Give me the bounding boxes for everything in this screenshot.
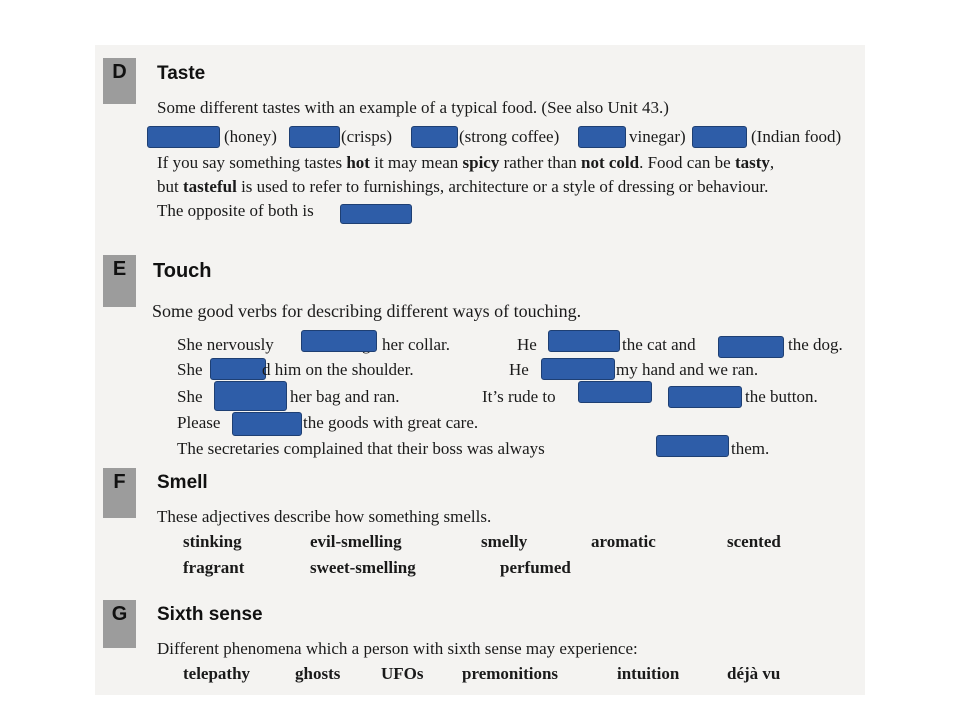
section-e-title: Touch <box>153 260 212 282</box>
answer-mask <box>340 204 412 224</box>
taste-example: vinegar) <box>629 127 686 146</box>
answer-mask <box>289 126 340 148</box>
smell-word: fragrant <box>183 558 245 577</box>
section-d-title: Taste <box>157 63 206 84</box>
touch-sentence-4: the goods with great care. <box>303 413 479 432</box>
section-d-opposite-sentence: The opposite of both is <box>157 201 314 220</box>
answer-mask <box>541 358 615 380</box>
answer-mask <box>578 381 652 403</box>
section-d-tab: D <box>103 58 136 104</box>
section-f-tab: F <box>103 468 136 518</box>
answer-mask <box>232 412 302 436</box>
section-d-intro: Some different tastes with an example of a typical food. (See also Unit 43.) <box>157 98 669 117</box>
touch-sentence-2: He <box>509 360 529 379</box>
section-f-title: Smell <box>157 472 208 493</box>
smell-word: scented <box>727 532 781 551</box>
touch-sentence-5: them. <box>731 439 770 458</box>
section-g-intro: Different phenomena which a person with sixth sense may experience: <box>157 639 638 658</box>
sixth-sense-word: premonitions <box>462 664 559 683</box>
sixth-sense-word: ghosts <box>295 664 341 683</box>
smell-word: sweet-smelling <box>310 558 416 577</box>
taste-example: (crisps) <box>341 127 392 146</box>
answer-mask <box>301 330 377 352</box>
touch-sentence-1: the cat and <box>622 335 696 354</box>
sixth-sense-word: UFOs <box>381 664 424 683</box>
touch-sentence-5: The secretaries complained that their boss was always <box>177 439 545 458</box>
taste-example: (honey) <box>224 127 277 146</box>
touch-sentence-1: the dog. <box>788 335 843 354</box>
touch-sentence-3: It’s rude to <box>482 387 556 406</box>
touch-sentence-2: my hand and we ran. <box>616 360 759 379</box>
answer-mask <box>411 126 458 148</box>
smell-word: perfumed <box>500 558 571 577</box>
section-e-intro: Some good verbs for describing different ways of touching. <box>152 301 582 321</box>
answer-mask <box>578 126 626 148</box>
smell-word: stinking <box>183 532 242 551</box>
touch-sentence-4: Please <box>177 413 221 432</box>
smell-word: evil-smelling <box>310 532 402 551</box>
answer-mask <box>214 381 287 411</box>
touch-sentence-3: the button. <box>745 387 818 406</box>
touch-sentence-3: She <box>177 387 203 406</box>
section-g-tab: G <box>103 600 136 648</box>
taste-example: (Indian food) <box>751 127 842 146</box>
sixth-sense-word: telepathy <box>183 664 251 683</box>
answer-mask <box>210 358 266 380</box>
touch-sentence-2: She <box>177 360 203 379</box>
section-g-title: Sixth sense <box>157 604 263 625</box>
answer-mask <box>548 330 620 352</box>
smell-word: smelly <box>481 532 528 551</box>
smell-word: aromatic <box>591 532 656 551</box>
answer-mask <box>147 126 220 148</box>
touch-sentence-3: her bag and ran. <box>290 387 400 406</box>
section-e-tab: E <box>103 255 136 307</box>
touch-sentence-1: She nervously <box>177 335 274 354</box>
answer-mask <box>692 126 747 148</box>
answer-mask <box>656 435 729 457</box>
touch-sentence-1: her collar. <box>382 335 450 354</box>
answer-mask <box>718 336 784 358</box>
section-d-tasteful-sentence: but tasteful is used to refer to furnishings, architecture or a style of dressing or behaviour. <box>157 177 769 196</box>
taste-example: (strong coffee) <box>459 127 560 146</box>
answer-mask <box>668 386 742 408</box>
section-f-intro: These adjectives describe how something smells. <box>157 507 492 526</box>
sixth-sense-word: déjà vu <box>727 664 781 683</box>
touch-sentence-1: He <box>517 335 537 354</box>
sixth-sense-word: intuition <box>617 664 680 683</box>
section-d-hot-sentence: If you say something tastes hot it may mean spicy rather than not cold. Food can be tasty, <box>157 153 775 172</box>
touch-sentence-2: d him on the shoulder. <box>262 360 414 379</box>
